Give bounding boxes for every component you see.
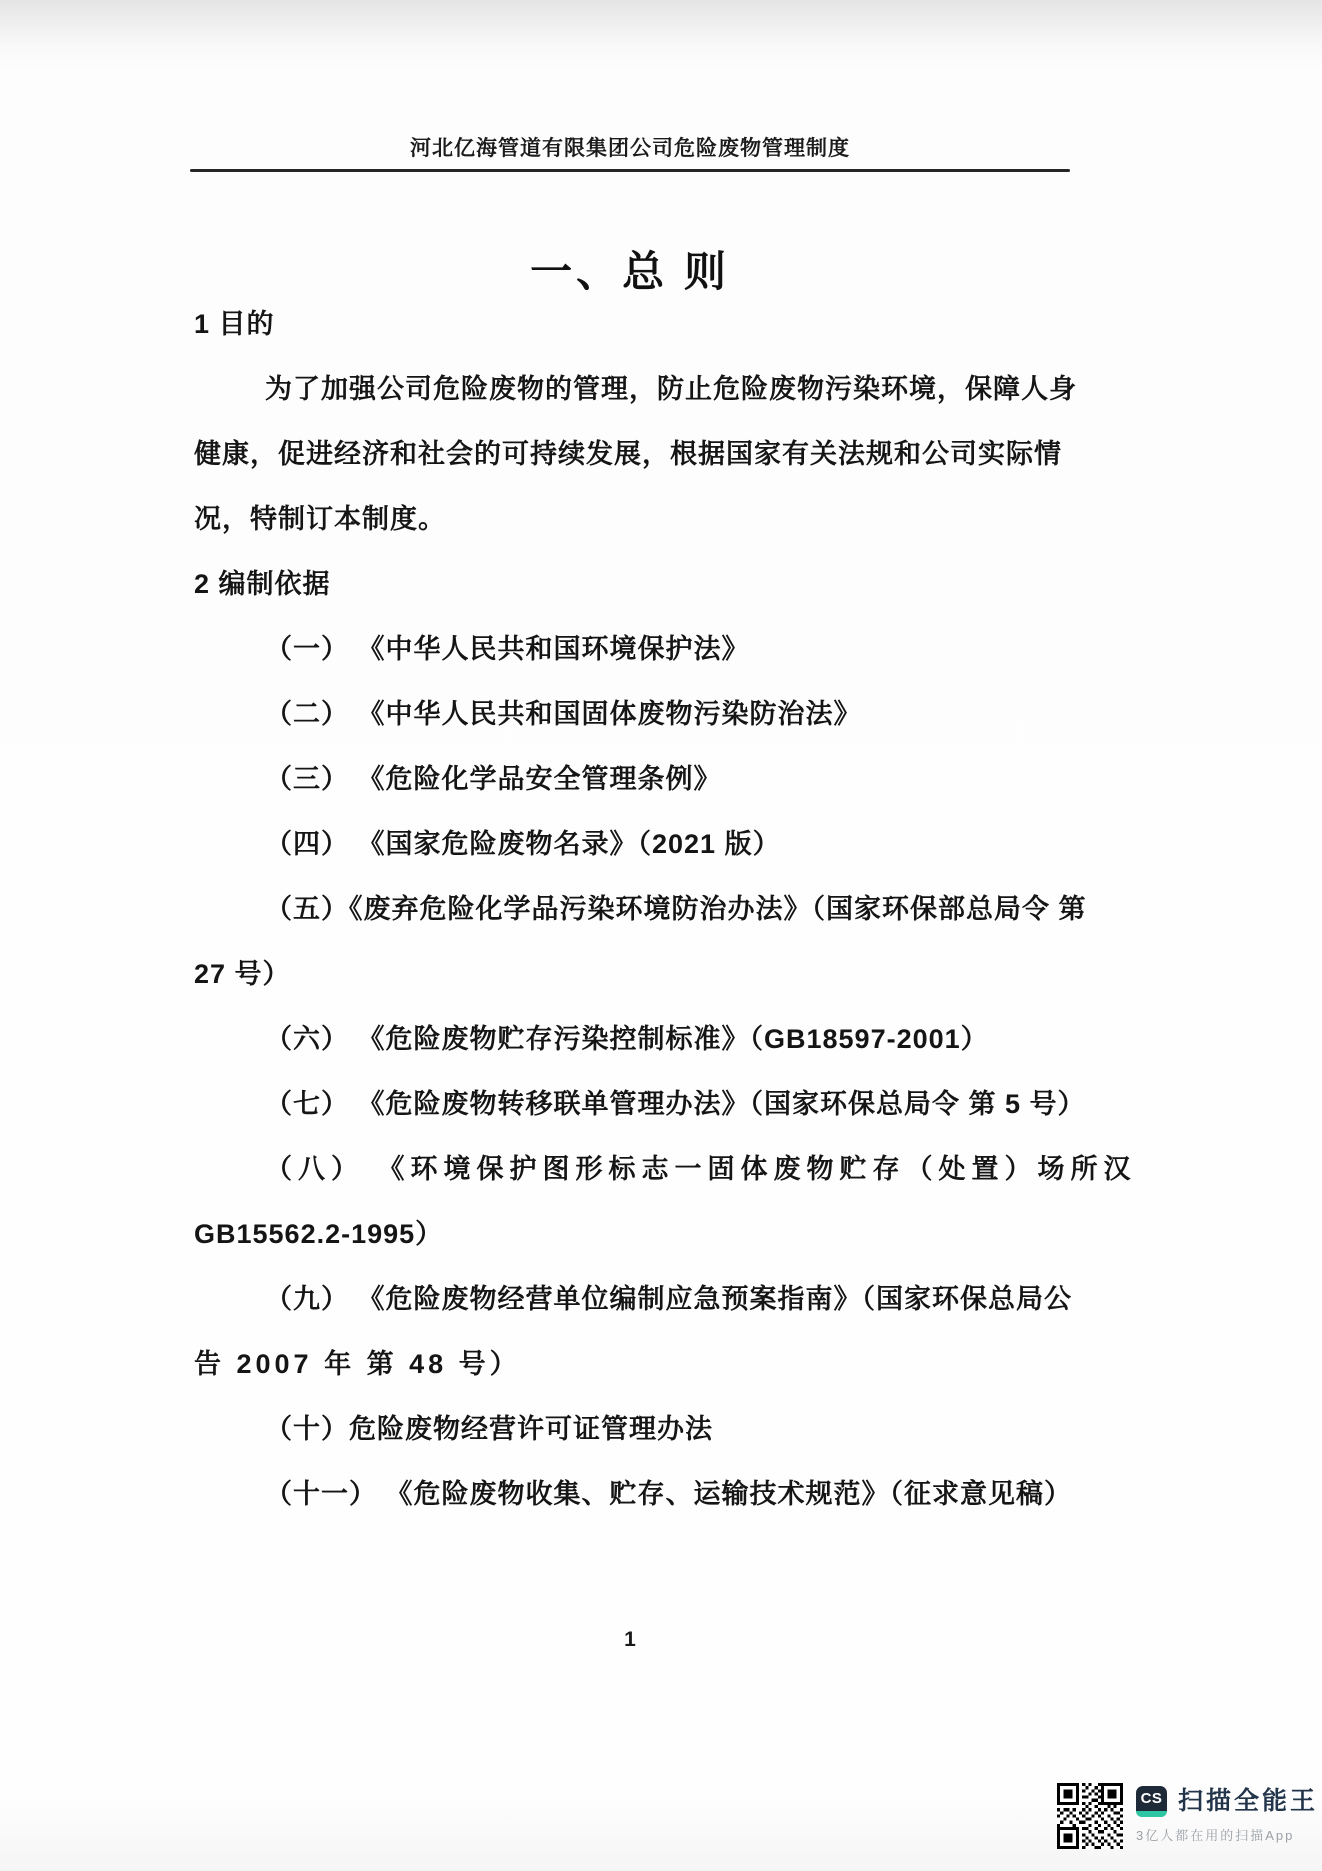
header-rule	[190, 169, 1070, 172]
camscanner-logo-icon	[1136, 1786, 1167, 1817]
doc-line: （十一） 《危险废物收集、贮存、运输技术规范》（征求意见稿）	[265, 1479, 1073, 1509]
camscanner-watermark	[1057, 1783, 1318, 1849]
camscanner-logo-accent	[1136, 1811, 1167, 1817]
section-heading: 2 编制依据	[194, 569, 331, 599]
document-header	[190, 136, 1070, 172]
doc-line: 27 号）	[194, 959, 291, 989]
watermark-text-block	[1136, 1783, 1318, 1844]
doc-line: （四） 《国家危险废物名录》（2021 版）	[265, 829, 781, 859]
doc-line: （十）危险废物经营许可证管理办法	[265, 1414, 713, 1444]
doc-line: （六） 《危险废物贮存污染控制标准》（GB18597-2001）	[265, 1024, 989, 1054]
doc-line: 为了加强公司危险废物的管理，防止危险废物污染环境，保障人身	[265, 374, 1077, 404]
app-name: 扫描全能王	[1178, 1787, 1319, 1815]
doc-line: 健康，促进经济和社会的可持续发展，根据国家有关法规和公司实际情	[194, 439, 1062, 469]
camscanner-logo-text: CS	[1140, 1790, 1163, 1807]
doc-line: 况，特制订本制度。	[194, 504, 446, 534]
doc-line: （七） 《危险废物转移联单管理办法》（国家环保总局令 第 5 号）	[265, 1089, 1086, 1119]
document-body	[194, 292, 1137, 1527]
scan-top-shade	[0, 0, 1322, 70]
doc-line: GB15562.2-1995）	[194, 1219, 444, 1249]
header-title: 河北亿海管道有限集团公司危险废物管理制度	[410, 137, 850, 160]
qr-code-icon	[1057, 1783, 1123, 1849]
app-tagline: 3亿人都在用的扫描App	[1136, 1828, 1295, 1843]
doc-line: （一） 《中华人民共和国环境保护法》	[265, 634, 750, 664]
page-title: 一、总 则	[530, 248, 730, 295]
doc-line: （五）《废弃危险化学品污染环境防治办法》（国家环保部总局令 第	[265, 894, 1087, 924]
section-heading: 1 目的	[194, 309, 275, 339]
page-number: 1	[624, 1628, 636, 1651]
doc-line: （八） 《环境保护图形标志一固体废物贮存（处置）场所汉	[265, 1154, 1137, 1184]
doc-line: （二） 《中华人民共和国固体废物污染防治法》	[265, 699, 862, 729]
doc-line: （九） 《危险废物经营单位编制应急预案指南》（国家环保总局公	[265, 1284, 1073, 1314]
doc-line: （三） 《危险化学品安全管理条例》	[265, 764, 722, 794]
doc-line: 告 2007 年 第 48 号）	[194, 1349, 521, 1379]
